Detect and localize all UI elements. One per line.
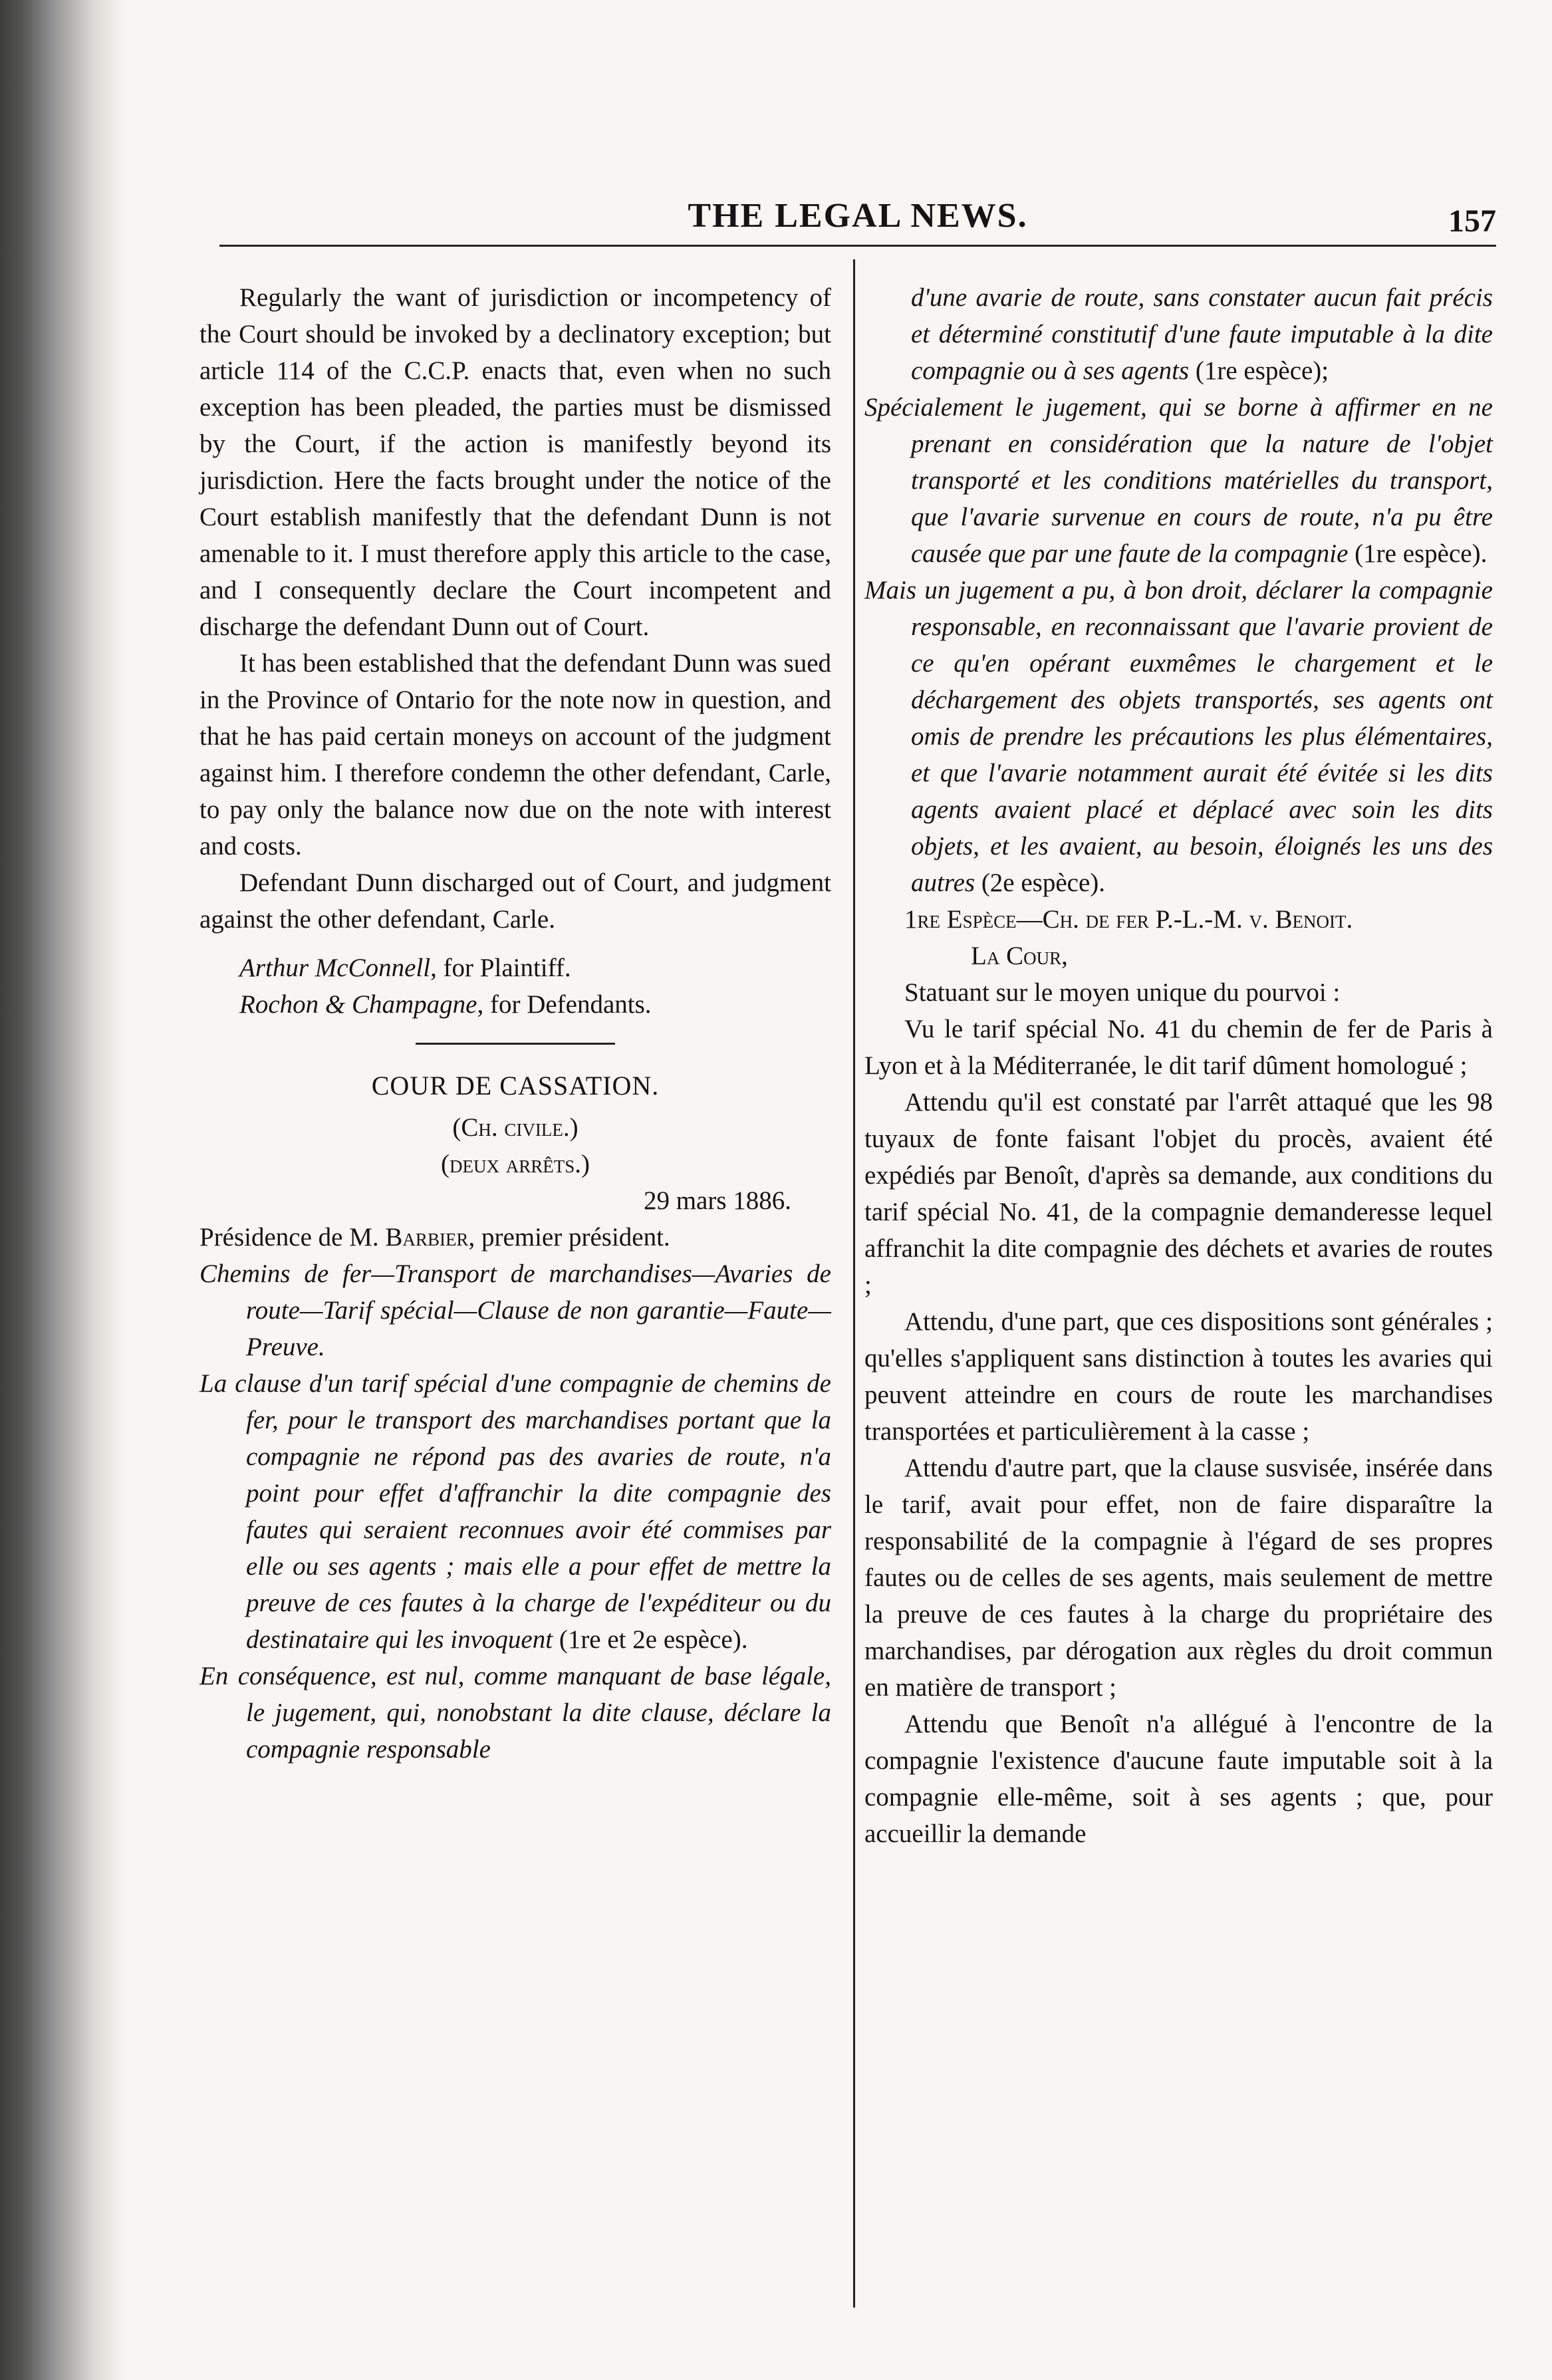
headnote-3-tail: (1re espèce). (1348, 539, 1487, 568)
headnote-4-tail: (2e espèce). (975, 868, 1106, 897)
paragraph-statuant: Statuant sur le moyen unique du pourvoi : (904, 978, 1341, 1007)
left-column (199, 279, 831, 1768)
headnote-4-text: Mais un jugement a pu, à bon droit, déclarer la compagnie responsable, en reconnaissant que l'avarie provient de ce qu'en opérant euxmêmes le chargement et le déchargement des objets transportés, ses agents ont omis de prendre les précautions les plus élémentaires, et que l'avarie notamment aurait été évitée si les dits agents avaient placé et déplacé avec soin les dits objets, et les avaient, au besoin, éloignés les uns des autres (864, 576, 1493, 897)
page-number: 157 (1448, 203, 1496, 239)
counsel-defendants (199, 986, 831, 1023)
paragraph-attendu-benoit: Attendu que Benoît n'a allégué à l'encontre de la compagnie l'existence d'aucune faute imputable soit à la compagnie elle-même, soit à ses agents ; que, pour accueillir la demande (864, 1710, 1493, 1848)
headnote-1-tail: (1re et 2e espèce). (553, 1625, 748, 1654)
decisions-label: (deux arrêts.) (441, 1150, 590, 1178)
page-binding-shadow (0, 0, 126, 2380)
paragraph-ontario-suit: It has been established that the defendant Dunn was sued in the Province of Ontario for the note now in question, and that he has paid certain moneys on account of the judgment against him. I therefore condemn the other defendant, Carle, to pay only the balance now due on the note with interest and costs. (199, 649, 831, 860)
decision-date: 29 mars 1886. (643, 1186, 791, 1215)
headnote-3 (864, 389, 1493, 572)
headnote-3-text: Spécialement le jugement, qui se borne à affirmer en ne prenant en considération que la nature de l'objet transporté et les conditions matérielles du transport, que l'avarie survenue en cours de route, n'a pu être causée que par une faute de la compagnie (864, 393, 1493, 568)
counsel-defendants-role: , for Defendants. (477, 990, 652, 1019)
paragraph-attendu-part: Attendu, d'une part, que ces dispositions sont générales ; qu'elles s'appliquent sans distinction à toutes les avaries qui peuvent atteindre en cours de route les marchandises transportées et particulièrement à la casse ; (864, 1307, 1493, 1446)
headnote-2-continuation (864, 279, 1493, 389)
headnote-1 (199, 1365, 831, 1658)
header-rule (219, 245, 1496, 247)
column-divider (853, 259, 855, 2308)
subject-line: Chemins de fer—Transport de marchandises—Avaries de route—Tarif spécial—Clause de non garantie—Faute—Preuve. (199, 1259, 831, 1361)
headnote-2-continuation-text: d'une avarie de route, sans constater aucun fait précis et déterminé constitutif d'une faute imputable à la dite compagnie ou à ses agents (911, 283, 1493, 385)
headnote-2-continuation-tail: (1re espèce); (1189, 356, 1329, 385)
paragraph-vu-tarif: Vu le tarif spécial No. 41 du chemin de fer de Paris à Lyon et à la Méditerranée, le dit tarif dûment homologué ; (864, 1015, 1493, 1080)
counsel-plaintiff-name: Arthur McConnell (239, 954, 431, 982)
headnote-4 (864, 572, 1493, 901)
presidence-line (199, 1219, 831, 1256)
paragraph-attendu-autre: Attendu d'autre part, que la clause susvisée, insérée dans le tarif, avait pour effet, non de faire disparaître la responsabilité de la compagnie à l'égard de ses propres fautes ou de celles de ses agents, mais seulement de mettre la preuve de ces fautes à la charge du propriétaire des marchandises, par dérogation aux règles du droit commun en matière de transport ; (864, 1454, 1493, 1702)
right-column (864, 279, 1493, 1852)
counsel-defendants-name: Rochon & Champagne (239, 990, 477, 1019)
page-header (219, 196, 1496, 256)
running-title: THE LEGAL NEWS. (688, 197, 1028, 235)
counsel-plaintiff (199, 950, 831, 986)
case-title: 1re Espèce—Ch. de fer P.-L.-M. v. Benoit. (904, 905, 1353, 934)
presidence-name: Barbier (385, 1223, 469, 1252)
presidence-prefix: Présidence de M. (199, 1223, 386, 1252)
paragraph-jurisdiction: Regularly the want of jurisdiction or incompetency of the Court should be invoked by a declinatory exception; but article 114 of the C.C.P. enacts that, even when no such exception has been pleaded, the parties must be dismissed by the Court, if the action is manifestly beyond its jurisdiction. Here the facts brought under the notice of the Court establish manifestly that the defendant Dunn is not amenable to it. I must therefore apply this article to the case, and I consequently declare the Court incompetent and discharge the defendant Dunn out of Court. (199, 283, 831, 641)
section-rule (416, 1043, 615, 1045)
headnote-2: En conséquence, est nul, comme manquant de base légale, le jugement, qui, nonobstant la dite clause, déclare la compagnie responsable (199, 1662, 831, 1764)
paragraph-attendu-constate: Attendu qu'il est constaté par l'arrêt attaqué que les 98 tuyaux de fonte faisant l'objet du procès, avaient été expédiés par Benoît, d'après sa demande, aux conditions du tarif spécial No. 41, de la compagnie demanderesse lequel affranchit la dite compagnie des déchets et avaries de routes ; (864, 1088, 1493, 1299)
headnote-1-text: La clause d'un tarif spécial d'une compagnie de chemins de fer, pour le transport des marchandises portant que la compagnie ne répond pas des avaries de route, n'a point pour effet d'affranchir la dite compagnie des fautes qui seraient reconnues avoir été commises par elle ou ses agents ; mais elle a pour effet de mettre la preuve de ces fautes à la charge de l'expéditeur ou du destinataire qui les invoquent (199, 1369, 831, 1654)
paragraph-judgment: Defendant Dunn discharged out of Court, and judgment against the other defendant, Carle. (199, 868, 831, 934)
presidence-suffix: , premier président. (468, 1223, 670, 1252)
court-title: COUR DE CASSATION. (371, 1071, 660, 1101)
counsel-plaintiff-role: , for Plaintiff. (430, 954, 571, 982)
la-cour: La Cour, (971, 942, 1068, 970)
chamber-label: (Ch. civile.) (452, 1113, 579, 1142)
